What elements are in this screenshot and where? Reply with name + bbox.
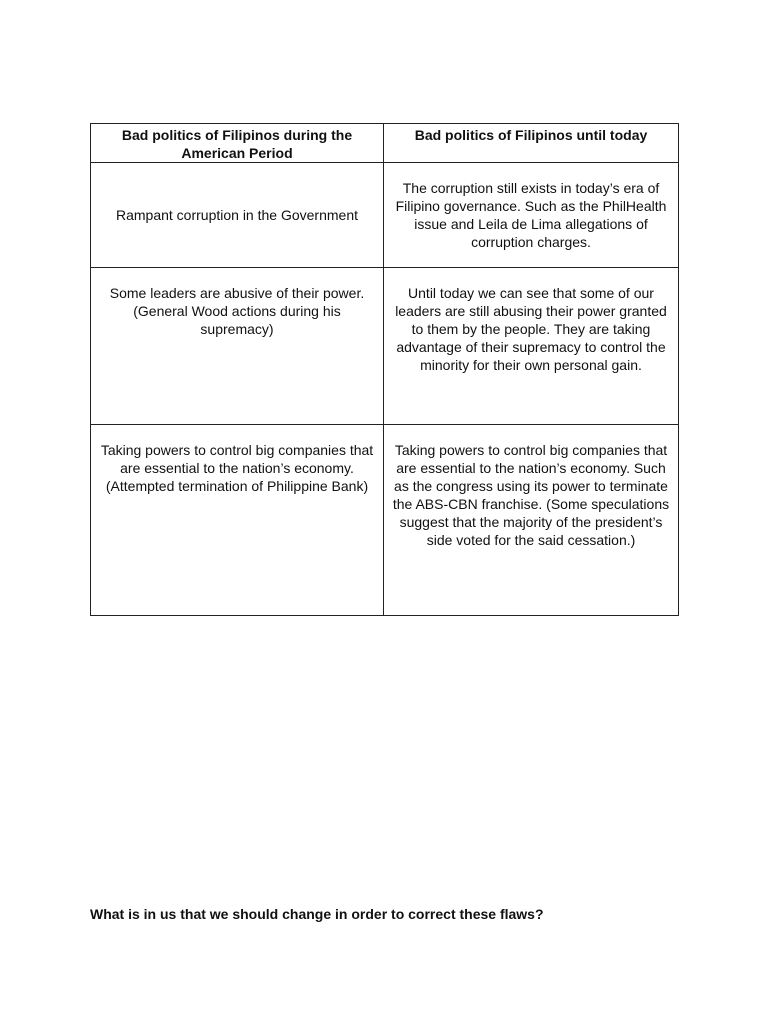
cell-until-today: Until today we can see that some of our leaders are still abusing their power granted to them by the people. They are taking advantage of their supremacy to control the minority for their own personal gain. [384,268,679,425]
cell-until-today: Taking powers to control big companies that are essential to the nation’s economy. Such as the congress using its power to terminate the ABS-CBN franchise. (Some speculations suggest that the majority of the president’s side voted for the said cessation.) [384,425,679,616]
cell-american-period: Taking powers to control big companies that are essential to the nation’s economy. (Attempted termination of Philippine Bank) [91,425,384,616]
table-header-row [91,124,679,163]
reflection-question: What is in us that we should change in order to correct these flaws? [90,906,544,922]
table-row [91,268,679,425]
cell-american-period: Some leaders are abusive of their power. (General Wood actions during his supremacy) [91,268,384,425]
comparison-table [90,123,679,616]
cell-american-period: Rampant corruption in the Government [91,163,384,268]
header-until-today: Bad politics of Filipinos until today [384,124,679,163]
table-row [91,425,679,616]
cell-until-today: The corruption still exists in today’s era of Filipino governance. Such as the PhilHealth issue and Leila de Lima allegations of corruption charges. [384,163,679,268]
table-row [91,163,679,268]
header-american-period: Bad politics of Filipinos during the American Period [91,124,384,163]
